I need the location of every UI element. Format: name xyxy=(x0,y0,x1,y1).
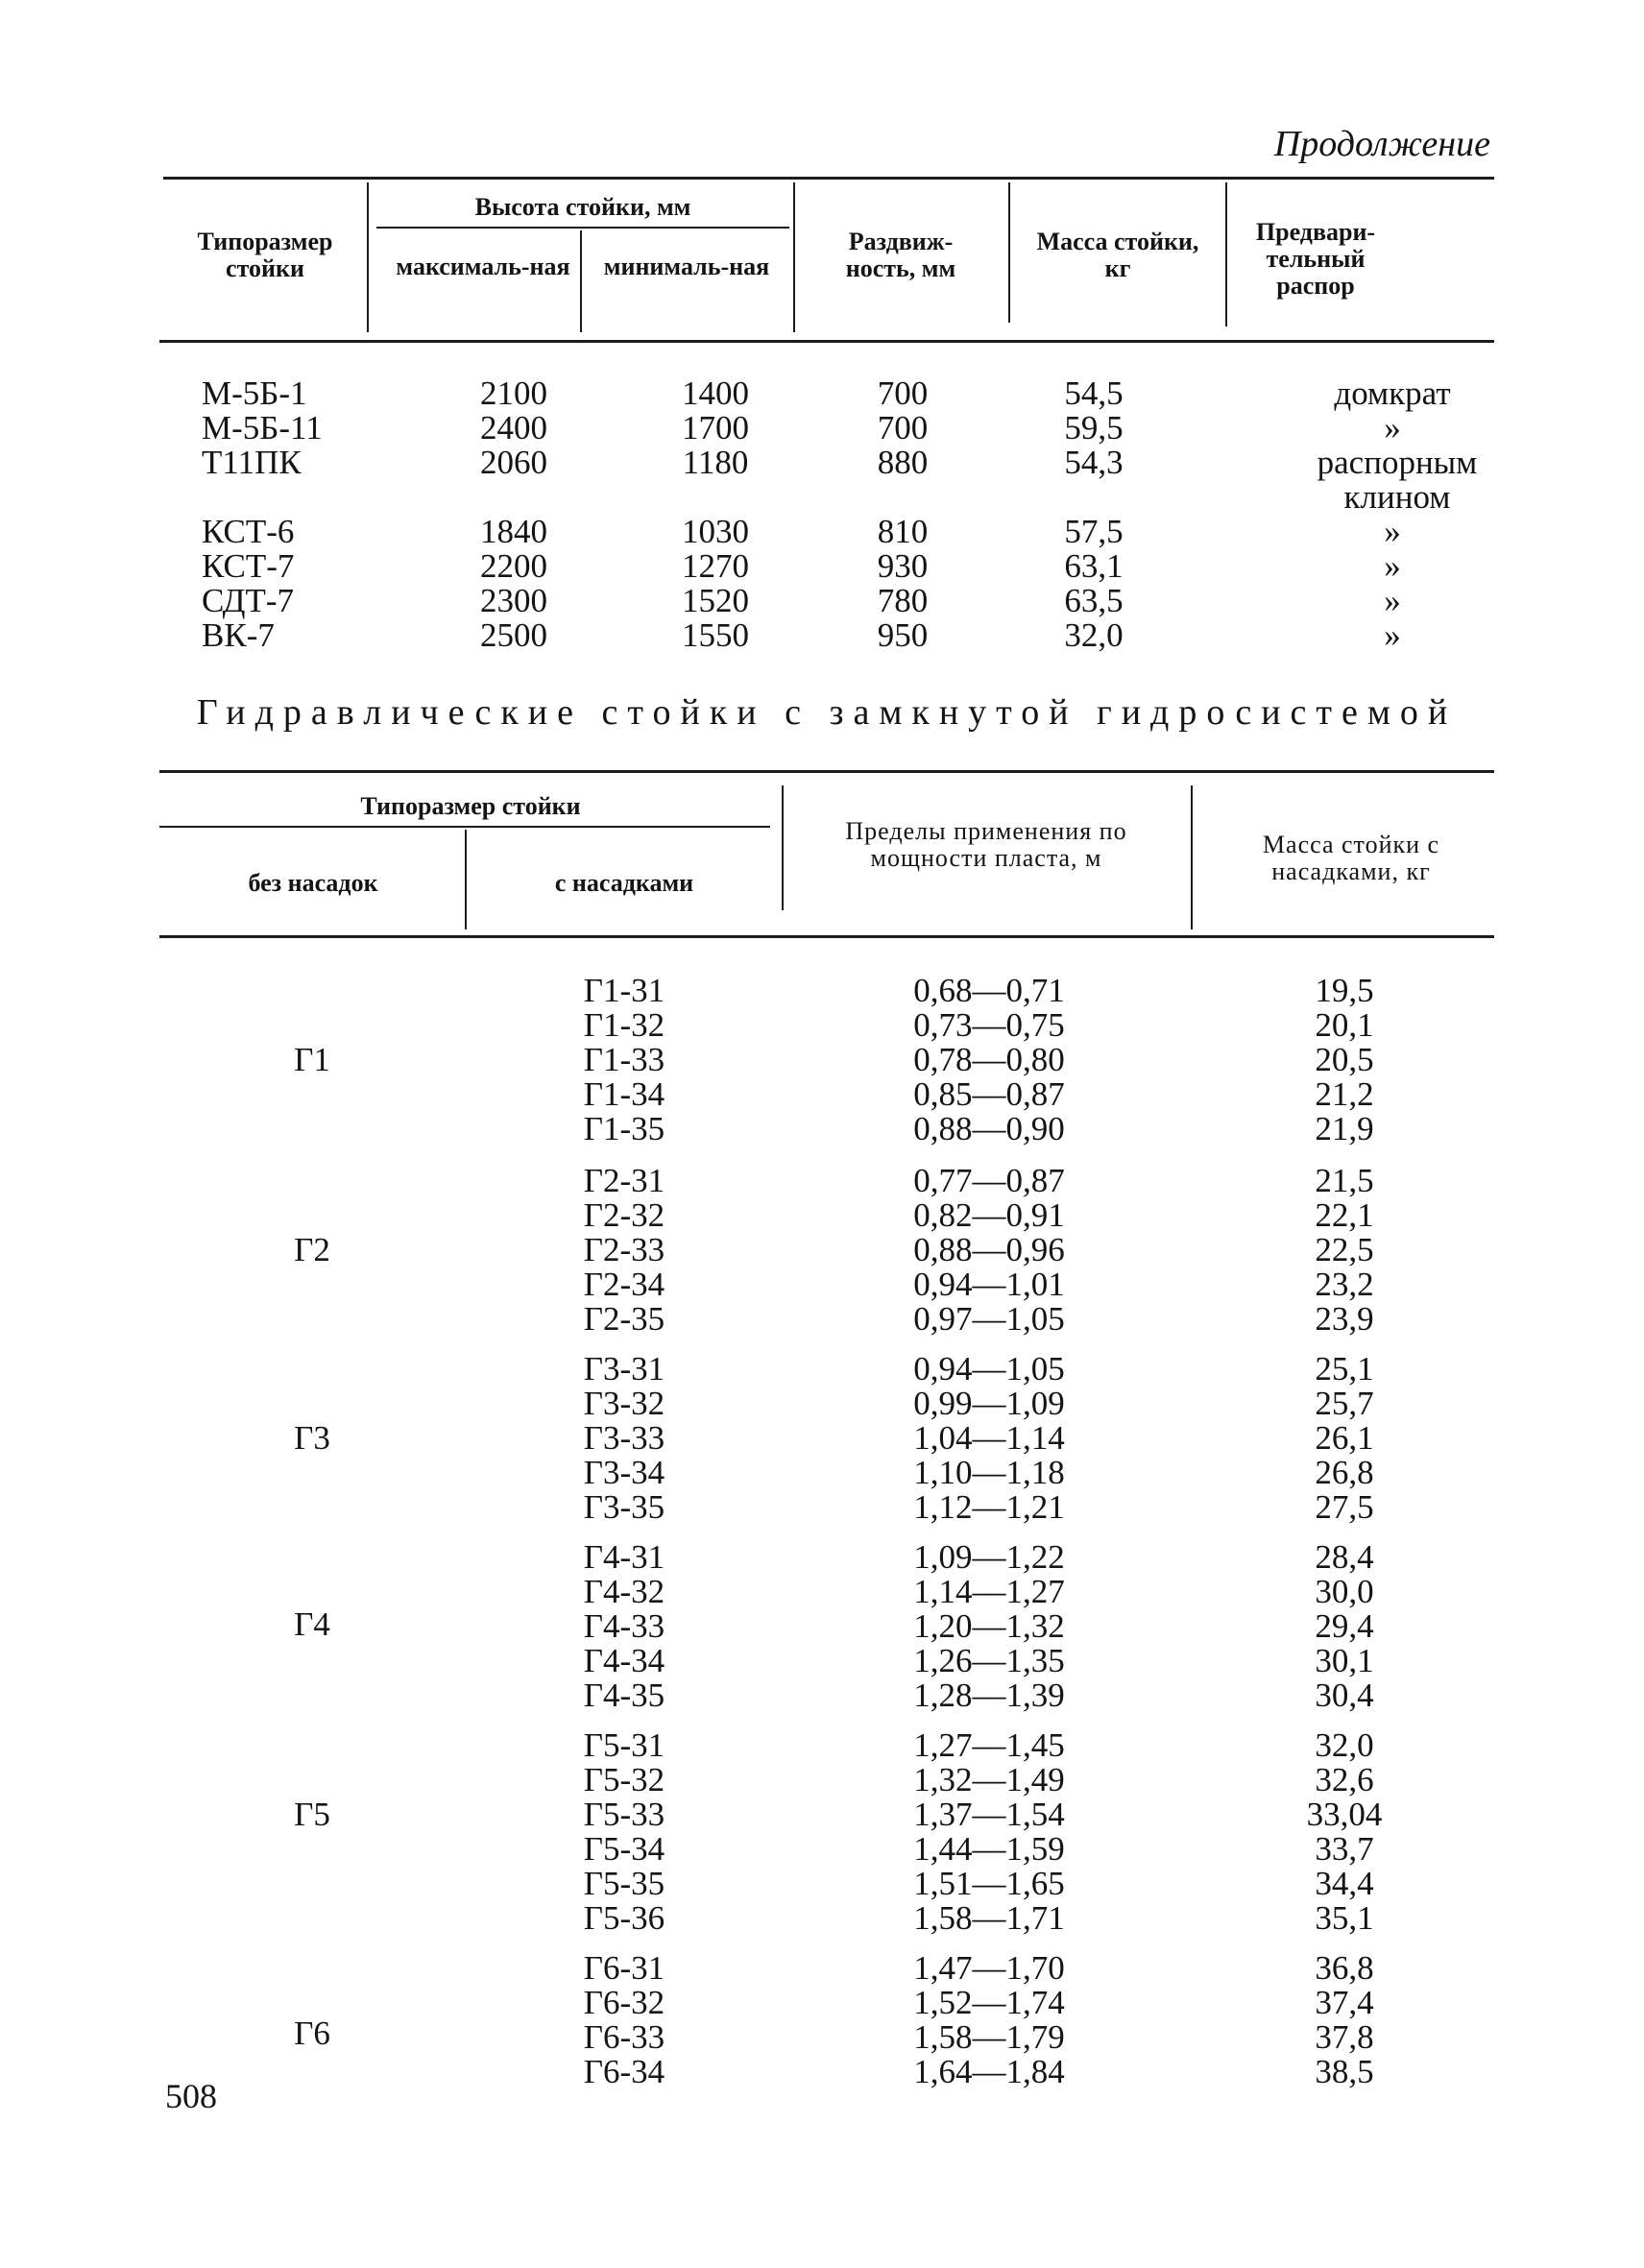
table-row-preload: » xyxy=(1384,616,1401,654)
table-row: 1,44—1,59 xyxy=(913,1830,1065,1868)
table-row: Г1-34 xyxy=(583,1075,665,1113)
table-row-max: 2200 xyxy=(480,547,547,585)
header-height-group: Высота стойки, мм xyxy=(474,193,691,221)
table-row: Г6-34 xyxy=(583,2053,665,2090)
table-row: 23,9 xyxy=(1315,1300,1374,1338)
table-row: Г4-32 xyxy=(583,1573,665,1610)
table-row: Г6-32 xyxy=(583,1984,665,2021)
table-row: 37,8 xyxy=(1315,2018,1374,2056)
table-row-preload: распорным клином xyxy=(1317,444,1478,516)
table-row-ext: 810 xyxy=(877,513,929,550)
group-label: Г2 xyxy=(294,1231,330,1268)
table-row: 0,88—0,96 xyxy=(913,1231,1065,1268)
table-row: 1,32—1,49 xyxy=(913,1761,1065,1798)
table-row: 21,9 xyxy=(1315,1110,1374,1147)
page-number: 508 xyxy=(165,2077,217,2115)
table-row: 0,97—1,05 xyxy=(913,1300,1065,1338)
table-row-size: М-5Б-1 xyxy=(202,374,307,412)
table-row-ext: 880 xyxy=(877,444,929,481)
table-row: 0,85—0,87 xyxy=(913,1075,1065,1113)
table-row: Г5-31 xyxy=(583,1726,665,1764)
table-row: 26,8 xyxy=(1315,1454,1374,1491)
table-row: Г6-33 xyxy=(583,2018,665,2056)
header-extension: Раздвиж-ность, мм xyxy=(845,228,956,282)
table-row-min: 1030 xyxy=(682,513,749,550)
table-row-min: 1180 xyxy=(682,444,749,481)
table-row: 25,1 xyxy=(1315,1350,1374,1387)
table-row: Г5-35 xyxy=(583,1865,665,1902)
table-row: Г2-31 xyxy=(583,1162,665,1199)
table-row: Г6-31 xyxy=(583,1949,665,1987)
table-row: Г5-36 xyxy=(583,1899,665,1937)
header-mass: Масса стойки, кг xyxy=(1036,228,1199,282)
table-row: 30,1 xyxy=(1315,1642,1374,1679)
table-row: 20,1 xyxy=(1315,1006,1374,1044)
table-row: Г3-35 xyxy=(583,1488,665,1526)
table-row-min: 1700 xyxy=(682,409,749,446)
table-row: 1,12—1,21 xyxy=(913,1488,1065,1526)
table-row: 1,58—1,79 xyxy=(913,2018,1065,2056)
table-row-mass: 32,0 xyxy=(1064,616,1124,654)
table-row-mass: 63,1 xyxy=(1064,547,1124,585)
header-preload: Предвари-тельный распор xyxy=(1255,218,1376,300)
table-row-size: СДТ-7 xyxy=(202,582,295,619)
table-row: 35,1 xyxy=(1315,1899,1374,1937)
table-row: 22,5 xyxy=(1315,1231,1374,1268)
table-row: 22,1 xyxy=(1315,1196,1374,1234)
table-row: 1,64—1,84 xyxy=(913,2053,1065,2090)
table-row: 1,47—1,70 xyxy=(913,1949,1065,1987)
table-row: 1,20—1,32 xyxy=(913,1607,1065,1645)
table-row: 0,94—1,05 xyxy=(913,1350,1065,1387)
header-with-nozzles: с насадками xyxy=(554,869,694,897)
table-row: 26,1 xyxy=(1315,1419,1374,1457)
group-label: Г6 xyxy=(294,2015,330,2052)
table-row: Г3-32 xyxy=(583,1385,665,1422)
table-row: 21,5 xyxy=(1315,1162,1374,1199)
table-row: Г4-34 xyxy=(583,1642,665,1679)
table-row: Г4-33 xyxy=(583,1607,665,1645)
section-title: Гидравлические стойки с замкнутой гидросистемой xyxy=(196,692,1458,733)
header-height-max: максималь-ная xyxy=(396,253,570,280)
table-row: Г1-31 xyxy=(583,972,665,1009)
table-row: 27,5 xyxy=(1315,1488,1374,1526)
table-row: 0,77—0,87 xyxy=(913,1162,1065,1199)
table-row: Г1-35 xyxy=(583,1110,665,1147)
table-row: 1,28—1,39 xyxy=(913,1677,1065,1714)
table-row-ext: 700 xyxy=(877,409,929,446)
table-row: 1,51—1,65 xyxy=(913,1865,1065,1902)
table-row-min: 1400 xyxy=(682,374,749,412)
table-row: 0,99—1,09 xyxy=(913,1385,1065,1422)
table-row-min: 1270 xyxy=(682,547,749,585)
table-row-min: 1520 xyxy=(682,582,749,619)
table-row-max: 2500 xyxy=(480,616,547,654)
table-row: Г5-33 xyxy=(583,1796,665,1833)
table-row-max: 2300 xyxy=(480,582,547,619)
table-row-preload: домкрат xyxy=(1334,374,1451,412)
table-row-size: Т11ПК xyxy=(202,444,302,481)
table-row: Г3-31 xyxy=(583,1350,665,1387)
table-row-mass: 54,3 xyxy=(1064,444,1124,481)
table-row: Г5-32 xyxy=(583,1761,665,1798)
table-row: 38,5 xyxy=(1315,2053,1374,2090)
table-row: 1,58—1,71 xyxy=(913,1899,1065,1937)
table-row: 21,2 xyxy=(1315,1075,1374,1113)
table-row-max: 1840 xyxy=(480,513,547,550)
table-row-mass: 59,5 xyxy=(1064,409,1124,446)
table-row-max: 2400 xyxy=(480,409,547,446)
table-row: Г3-34 xyxy=(583,1454,665,1491)
table-row-mass: 54,5 xyxy=(1064,374,1124,412)
table-row: Г5-34 xyxy=(583,1830,665,1868)
table-row-max: 2060 xyxy=(480,444,547,481)
table-row-max: 2100 xyxy=(480,374,547,412)
table-row-ext: 700 xyxy=(877,374,929,412)
table-row-ext: 930 xyxy=(877,547,929,585)
table-row: Г1-32 xyxy=(583,1006,665,1044)
table-row: 23,2 xyxy=(1315,1266,1374,1303)
table-row: 1,26—1,35 xyxy=(913,1642,1065,1679)
group-label: Г3 xyxy=(294,1419,330,1457)
header-size-group: Типоразмер стойки xyxy=(360,792,581,820)
table-row: 29,4 xyxy=(1315,1607,1374,1645)
table-row-size: М-5Б-11 xyxy=(202,409,323,446)
table-row: 25,7 xyxy=(1315,1385,1374,1422)
table-row: 0,82—0,91 xyxy=(913,1196,1065,1234)
table-row: Г2-33 xyxy=(583,1231,665,1268)
table-row: Г2-32 xyxy=(583,1196,665,1234)
table-row: 19,5 xyxy=(1315,972,1374,1009)
header-mass-nozzles: Масса стойки с насадками, кг xyxy=(1262,831,1440,885)
table-row: 0,88—0,90 xyxy=(913,1110,1065,1147)
table-row-preload: » xyxy=(1384,582,1401,619)
table-row: Г2-35 xyxy=(583,1300,665,1338)
table-row: 0,68—0,71 xyxy=(913,972,1065,1009)
table-row: 1,14—1,27 xyxy=(913,1573,1065,1610)
table-row-size: ВК-7 xyxy=(202,616,275,654)
table-row: 1,09—1,22 xyxy=(913,1538,1065,1576)
table-row: 0,94—1,01 xyxy=(913,1266,1065,1303)
table-row: 1,10—1,18 xyxy=(913,1454,1065,1491)
table-row: Г4-35 xyxy=(583,1677,665,1714)
table-row-ext: 780 xyxy=(877,582,929,619)
group-label: Г4 xyxy=(294,1605,330,1643)
header-limits: Пределы применения по мощности пласта, м xyxy=(845,817,1127,872)
header-height-min: минималь-ная xyxy=(603,253,770,280)
table-row: 33,04 xyxy=(1306,1796,1383,1833)
table-row: Г4-31 xyxy=(583,1538,665,1576)
table-row: 33,7 xyxy=(1315,1830,1374,1868)
table-row: 37,4 xyxy=(1315,1984,1374,2021)
table-row: 32,0 xyxy=(1315,1726,1374,1764)
table-row: Г2-34 xyxy=(583,1266,665,1303)
table-row-size: КСТ-7 xyxy=(202,547,295,585)
table-row: 34,4 xyxy=(1315,1865,1374,1902)
table-row: 1,04—1,14 xyxy=(913,1419,1065,1457)
table-row-preload: » xyxy=(1384,547,1401,585)
table-row: 1,27—1,45 xyxy=(913,1726,1065,1764)
table-row: 28,4 xyxy=(1315,1538,1374,1576)
continuation-label: Продолжение xyxy=(1273,124,1490,164)
table-row-ext: 950 xyxy=(877,616,929,654)
table-row-size: КСТ-6 xyxy=(202,513,295,550)
table-row: 20,5 xyxy=(1315,1041,1374,1078)
table-row: 32,6 xyxy=(1315,1761,1374,1798)
table-row: 30,4 xyxy=(1315,1677,1374,1714)
table-row: 36,8 xyxy=(1315,1949,1374,1987)
table-row: Г1-33 xyxy=(583,1041,665,1078)
group-label: Г1 xyxy=(294,1041,330,1078)
header-no-nozzles: без насадок xyxy=(248,869,378,897)
header-size: Типоразмер стойки xyxy=(197,228,333,282)
table-row: 1,52—1,74 xyxy=(913,1984,1065,2021)
table-row-preload: » xyxy=(1384,513,1401,550)
table-row: Г3-33 xyxy=(583,1419,665,1457)
table-row: 1,37—1,54 xyxy=(913,1796,1065,1833)
table-row-min: 1550 xyxy=(682,616,749,654)
group-label: Г5 xyxy=(294,1796,330,1833)
table-row-mass: 63,5 xyxy=(1064,582,1124,619)
table-row-mass: 57,5 xyxy=(1064,513,1124,550)
table-row: 0,73—0,75 xyxy=(913,1006,1065,1044)
table-row: 30,0 xyxy=(1315,1573,1374,1610)
table-row-preload: » xyxy=(1384,409,1401,446)
table-row: 0,78—0,80 xyxy=(913,1041,1065,1078)
